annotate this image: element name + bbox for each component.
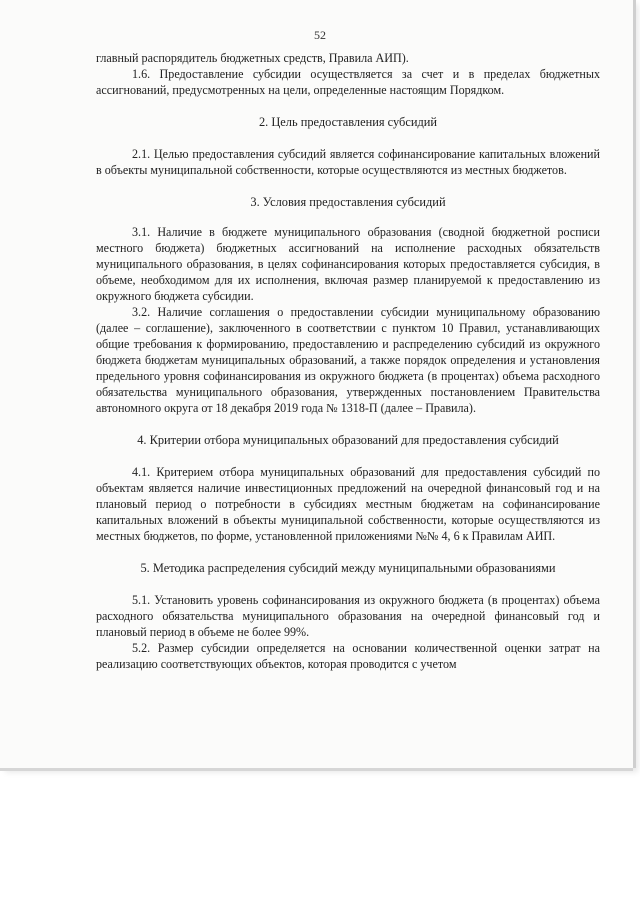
document-body <box>96 50 600 672</box>
section-heading-2: 2. Цель предоставления субсидий <box>258 115 438 129</box>
paragraph-5-2: 5.2. Размер субсидии определяется на основании количественной оценки затрат на реализацию соответствующих объектов, которая проводится с учетом <box>96 641 600 671</box>
paragraph-1-6: 1.6. Предоставление субсидии осуществляется за счет и в пределах бюджетных ассигнований, предусмотренных на цели, определенные настоящим Порядком. <box>96 67 600 97</box>
paragraph-continuation: главный распорядитель бюджетных средств, Правила АИП). <box>96 51 409 65</box>
paragraph-3-1: 3.1. Наличие в бюджете муниципального образования (сводной бюджетной росписи местного бюджета) бюджетных ассигнований на исполнение расходных обязательств муниципального образования, в целях софинансирования которых предоставляется субсидия, в объеме, необходимом для их исполнения, включая размер планируемой к предоставлению из окружного бюджета субсидии. <box>96 225 600 303</box>
paragraph-3-2: 3.2. Наличие соглашения о предоставлении субсидии муниципальному образованию (далее – соглашение), заключенного в соответствии с пунктом 10 Правил, устанавливающих общие требования к формированию, предоставлению и распределению субсидий из окружного бюджета бюджетам муниципальных образований, а также порядок определения и установления предельного уровня софинансирования из окружного бюджета (в процентах) объема расходного обязательства муниципального образования, утвержденных постановлением Правительства автономного округа от 18 декабря 2019 года № 1318-П (далее – Правила). <box>96 305 600 415</box>
page-number: 52 <box>314 28 326 42</box>
paragraph-4-1: 4.1. Критерием отбора муниципальных образований для предоставления субсидий по объектам является наличие инвестиционных предложений на очередной финансовый год и на плановый период о потребности в субсидиях местным бюджетам на софинансирование капитальных вложений в объекты муниципальной собственности, которые осуществляются из местных бюджетов, по форме, установленной приложениями №№ 4, 6 к Правилам АИП. <box>96 465 600 543</box>
section-heading-4: 4. Критерии отбора муниципальных образований для предоставления субсидий <box>137 433 559 447</box>
paragraph-5-1: 5.1. Установить уровень софинансирования из окружного бюджета (в процентах) объема расходного обязательства муниципального образования на очередной финансовый год и плановый период в объеме не более 99%. <box>96 593 600 639</box>
section-heading-3: 3. Условия предоставления субсидий <box>250 195 446 209</box>
paragraph-2-1: 2.1. Целью предоставления субсидий является софинансирование капитальных вложений в объекты муниципальной собственности, которые осуществляются из местных бюджетов. <box>96 147 600 177</box>
section-heading-5: 5. Методика распределения субсидий между муниципальными образованиями <box>140 561 556 575</box>
